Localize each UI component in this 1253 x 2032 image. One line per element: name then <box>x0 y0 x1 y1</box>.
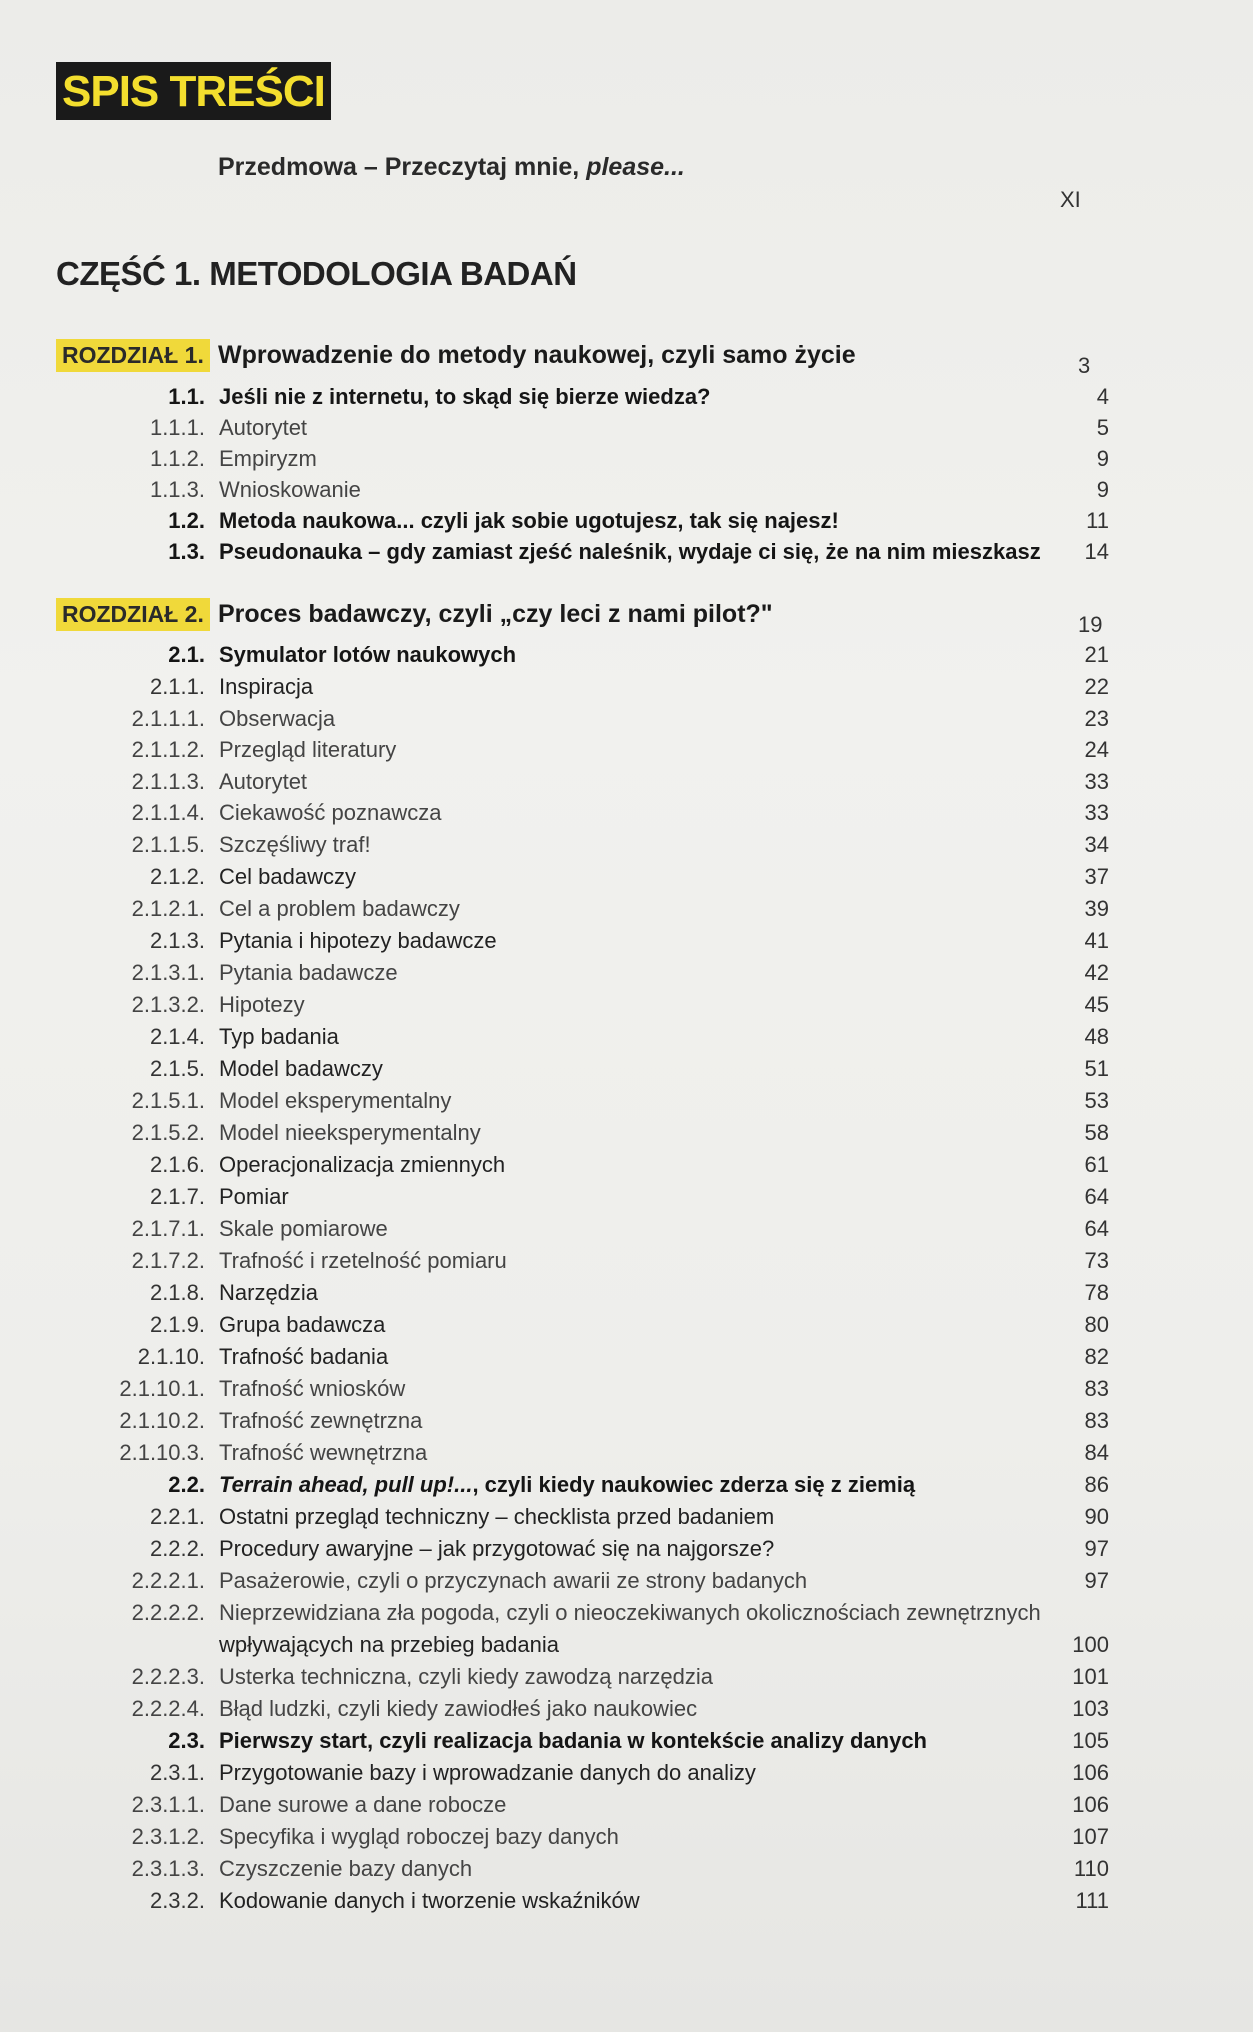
toc-entry <box>0 1088 1253 1118</box>
entry-page: 11 <box>1086 508 1109 533</box>
toc-entry <box>0 1152 1253 1182</box>
entry-page: 83 <box>1084 1408 1109 1433</box>
toc-entry <box>0 1888 1253 1918</box>
chapter-title: Wprowadzenie do metody naukowej, czyli samo życie <box>218 341 856 369</box>
entry-page: 64 <box>1084 1216 1109 1241</box>
entry-page: 110 <box>1073 1856 1109 1881</box>
entry-page: 97 <box>1084 1568 1109 1593</box>
entry-number: 1.1. <box>168 384 205 409</box>
entry-number: 1.3. <box>168 539 205 564</box>
entry-page: 9 <box>1096 446 1109 471</box>
entry-page: 37 <box>1084 864 1109 889</box>
entry-number: 2.1.1.5. <box>131 832 205 857</box>
entry-title: Hipotezy <box>219 992 305 1017</box>
entry-number: 2.1.5. <box>149 1056 205 1081</box>
entry-page: 34 <box>1084 832 1109 857</box>
entry-title: Symulator lotów naukowych <box>219 642 517 667</box>
preface-text: Przedmowa – Przeczytaj mnie, <box>218 153 587 181</box>
toc-entry <box>0 1280 1253 1310</box>
entry-page: 84 <box>1084 1440 1109 1465</box>
entry-number: 2.1.7.1. <box>131 1216 205 1241</box>
toc-entry <box>0 1856 1253 1886</box>
entry-number: 2.1.10. <box>137 1344 205 1369</box>
chapter-heading <box>56 339 1106 378</box>
entry-number: 2.2.1. <box>149 1504 205 1529</box>
entry-page: 61 <box>1084 1152 1109 1177</box>
toc-entry <box>0 1408 1253 1438</box>
entry-page: 86 <box>1084 1472 1109 1497</box>
entry-page: 106 <box>1072 1760 1109 1785</box>
chapter-title: Proces badawczy, czyli „czy leci z nami pilot?" <box>218 600 773 628</box>
entry-title: Kodowanie danych i tworzenie wskaźników <box>219 1888 640 1913</box>
entry-title: Cel badawczy <box>219 864 356 889</box>
entry-number: 2.1.3. <box>149 928 205 953</box>
entry-page: 90 <box>1084 1504 1109 1529</box>
toc-entry <box>0 384 1253 414</box>
entry-page: 73 <box>1084 1248 1109 1273</box>
entry-page: 41 <box>1084 928 1109 953</box>
entry-number: 2.1.8. <box>149 1280 205 1305</box>
entry-number: 1.1.2. <box>149 446 205 471</box>
toc-entry <box>0 1216 1253 1246</box>
entry-page: 100 <box>1072 1632 1109 1657</box>
toc-entry <box>0 1760 1253 1790</box>
toc-entry <box>0 928 1253 958</box>
entry-title: Trafność badania <box>219 1344 389 1369</box>
toc-entry-page-row <box>0 1632 1253 1662</box>
entry-title: Operacjonalizacja zmiennych <box>219 1152 506 1177</box>
toc-entry <box>0 539 1253 569</box>
toc-entry <box>0 1248 1253 1278</box>
entry-page: 101 <box>1072 1664 1109 1689</box>
entry-number: 1.1.1. <box>149 415 205 440</box>
toc-entry <box>0 1696 1253 1726</box>
entry-page: 22 <box>1084 674 1109 699</box>
entry-number: 2.1.1.3. <box>131 769 205 794</box>
entry-title: Typ badania <box>219 1024 339 1049</box>
toc-entry <box>0 832 1253 862</box>
entry-number: 2.1.3.2. <box>131 992 205 1017</box>
toc-entry <box>0 896 1253 926</box>
entry-title: Wnioskowanie <box>219 477 361 502</box>
entry-title: Trafność wewnętrzna <box>219 1440 428 1465</box>
entry-number: 1.2. <box>168 508 205 533</box>
entry-number: 2.1.4. <box>149 1024 205 1049</box>
entry-title: Obserwacja <box>219 706 336 731</box>
toc-entry <box>0 992 1253 1022</box>
chapter-label: ROZDZIAŁ 1. <box>56 339 210 372</box>
part-title: CZĘŚĆ 1. METODOLOGIA BADAŃ <box>56 255 577 292</box>
entry-title: Przygotowanie bazy i wprowadzanie danych do analizy <box>219 1760 756 1785</box>
chapter-label: ROZDZIAŁ 2. <box>56 598 210 631</box>
entry-page: 33 <box>1084 800 1109 825</box>
entry-title: Trafność i rzetelność pomiaru <box>219 1248 507 1273</box>
entry-number: 2.3.1.2. <box>131 1824 205 1849</box>
entry-number: 2.1.10.1. <box>119 1376 205 1401</box>
entry-title: Błąd ludzki, czyli kiedy zawiodłeś jako naukowiec <box>219 1696 698 1721</box>
entry-page: 42 <box>1084 960 1109 985</box>
entry-number: 2.3.1.3. <box>131 1856 205 1881</box>
entry-page: 97 <box>1084 1536 1109 1561</box>
entry-number: 2.3. <box>168 1728 205 1753</box>
toc-entry <box>0 1824 1253 1854</box>
entry-page: 105 <box>1072 1728 1109 1753</box>
toc-entry <box>0 864 1253 894</box>
toc-entry <box>0 1600 1253 1630</box>
entry-page: 107 <box>1072 1824 1109 1849</box>
preface-text-italic: please... <box>586 153 685 181</box>
entry-number: 2.1. <box>168 642 205 667</box>
entry-page: 51 <box>1084 1056 1109 1081</box>
toc-entry <box>0 1664 1253 1694</box>
toc-entry <box>0 800 1253 830</box>
entry-title: Pasażerowie, czyli o przyczynach awarii ze strony badanych <box>219 1568 808 1593</box>
entry-title: Skale pomiarowe <box>219 1216 388 1241</box>
toc-entry <box>0 446 1253 476</box>
entry-number: 2.2.2.3. <box>131 1664 205 1689</box>
entry-number: 2.1.6. <box>149 1152 205 1177</box>
entry-title-continued: wpływających na przebieg badania <box>219 1632 559 1657</box>
toc-entry <box>0 1728 1253 1758</box>
toc-entry <box>0 1504 1253 1534</box>
entry-page: 23 <box>1084 706 1109 731</box>
entry-page: 58 <box>1084 1120 1109 1145</box>
entry-page: 39 <box>1084 896 1109 921</box>
toc-entry <box>0 1440 1253 1470</box>
toc-entry <box>0 642 1253 672</box>
entry-page: 82 <box>1084 1344 1109 1369</box>
entry-number: 2.1.7.2. <box>131 1248 205 1273</box>
entry-title: Pomiar <box>219 1184 289 1209</box>
entry-title: Narzędzia <box>219 1280 319 1305</box>
entry-number: 2.1.9. <box>149 1312 205 1337</box>
entry-title: Model badawczy <box>219 1056 383 1081</box>
entry-number: 2.3.1. <box>149 1760 205 1785</box>
entry-title: Czyszczenie bazy danych <box>219 1856 473 1881</box>
entry-page: 9 <box>1096 477 1109 502</box>
toc-entry <box>0 508 1253 538</box>
entry-number: 2.2.2.4. <box>131 1696 205 1721</box>
entry-page: 103 <box>1072 1696 1109 1721</box>
entry-title-rest: , czyli kiedy naukowiec zderza się z ziemią <box>472 1472 916 1497</box>
preface-entry <box>218 153 685 182</box>
toc-entry <box>0 1376 1253 1406</box>
entry-title: Pierwszy start, czyli realizacja badania w kontekście analizy danych <box>219 1728 927 1753</box>
entry-page: 106 <box>1072 1792 1109 1817</box>
entry-title: Jeśli nie z internetu, to skąd się bierze wiedza? <box>219 384 711 409</box>
chapter-page: 3 <box>1078 353 1091 378</box>
toc-entry <box>0 706 1253 736</box>
entry-title: Pytania badawcze <box>219 960 398 985</box>
entry-title: Trafność zewnętrzna <box>219 1408 423 1433</box>
toc-entry <box>0 1184 1253 1214</box>
entry-title: Model eksperymentalny <box>219 1088 452 1113</box>
entry-number: 2.1.1.4. <box>131 800 205 825</box>
entry-title: Ostatni przegląd techniczny – checklista przed badaniem <box>219 1504 775 1529</box>
chapter-page: 19 <box>1078 612 1103 637</box>
toc-entry <box>0 737 1253 767</box>
entry-number: 2.2.2.1. <box>131 1568 205 1593</box>
entry-number: 2.2.2.2. <box>131 1600 205 1625</box>
entry-page: 53 <box>1084 1088 1109 1113</box>
entry-title: Empiryzm <box>219 446 317 471</box>
entry-page: 33 <box>1084 769 1109 794</box>
entry-page: 83 <box>1084 1376 1109 1401</box>
entry-title: Szczęśliwy traf! <box>219 832 371 857</box>
entry-page: 45 <box>1084 992 1109 1017</box>
toc-entry <box>0 1536 1253 1566</box>
entry-number: 2.1.5.1. <box>131 1088 205 1113</box>
toc-entry <box>0 960 1253 990</box>
toc-entry <box>0 1120 1253 1150</box>
toc-entry <box>0 1312 1253 1342</box>
entry-page: 111 <box>1075 1888 1109 1913</box>
toc-entry <box>0 1024 1253 1054</box>
toc-entry <box>0 1472 1253 1502</box>
entry-number: 2.1.10.2. <box>119 1408 205 1433</box>
entry-title: Model nieeksperymentalny <box>219 1120 481 1145</box>
entry-page: 5 <box>1096 415 1109 440</box>
entry-title: Usterka techniczna, czyli kiedy zawodzą narzędzia <box>219 1664 714 1689</box>
entry-number: 2.1.2. <box>149 864 205 889</box>
entry-number: 2.3.2. <box>149 1888 205 1913</box>
toc-title: SPIS TREŚCI <box>56 62 331 120</box>
entry-title: Pytania i hipotezy badawcze <box>219 928 497 953</box>
entry-number: 2.1.1.1. <box>131 706 205 731</box>
entry-number: 2.3.1.1. <box>131 1792 205 1817</box>
entry-number: 1.1.3. <box>149 477 205 502</box>
entry-page: 4 <box>1096 384 1109 409</box>
entry-number: 2.1.5.2. <box>131 1120 205 1145</box>
entry-title: Metoda naukowa... czyli jak sobie ugotujesz, tak się najesz! <box>219 508 839 533</box>
entry-title: Pseudonauka – gdy zamiast zjeść naleśnik, wydaje ci się, że na nim mieszkasz <box>219 539 1041 564</box>
entry-title: Inspiracja <box>219 674 314 699</box>
entry-title: Autorytet <box>219 769 308 794</box>
toc-entry <box>0 1568 1253 1598</box>
toc-entry <box>0 769 1253 799</box>
entry-number: 2.1.1. <box>149 674 205 699</box>
toc-entry <box>0 477 1253 507</box>
entry-number: 2.1.3.1. <box>131 960 205 985</box>
preface-page: XI <box>1060 187 1081 212</box>
entry-page: 80 <box>1084 1312 1109 1337</box>
entry-number: 2.2. <box>168 1472 205 1497</box>
entry-title: Autorytet <box>219 415 308 440</box>
entry-title: Specyfika i wygląd roboczej bazy danych <box>219 1824 619 1849</box>
entry-number: 2.1.10.3. <box>119 1440 205 1465</box>
entry-number: 2.2.2. <box>149 1536 205 1561</box>
entry-page: 78 <box>1084 1280 1109 1305</box>
entry-title: Ciekawość poznawcza <box>219 800 442 825</box>
entry-number: 2.1.1.2. <box>131 737 205 762</box>
toc-entry <box>0 1344 1253 1374</box>
entry-title: Grupa badawcza <box>219 1312 386 1337</box>
chapter-heading <box>56 598 1106 637</box>
entry-title: Dane surowe a dane robocze <box>219 1792 507 1817</box>
toc-entry <box>0 1056 1253 1086</box>
toc-entry <box>0 415 1253 445</box>
entry-title: Procedury awaryjne – jak przygotować się na najgorsze? <box>219 1536 775 1561</box>
entry-title <box>219 1472 915 1498</box>
entry-number: 2.1.7. <box>149 1184 205 1209</box>
toc-entry <box>0 1792 1253 1822</box>
entry-title: Nieprzewidziana zła pogoda, czyli o nieoczekiwanych okolicznościach zewnętrznych <box>219 1600 1041 1625</box>
entry-title-italic: Terrain ahead, pull up!... <box>219 1472 473 1497</box>
toc-entry <box>0 674 1253 704</box>
entry-page: 21 <box>1084 642 1109 667</box>
entry-title: Cel a problem badawczy <box>219 896 460 921</box>
entry-title: Przegląd literatury <box>219 737 397 762</box>
entry-number: 2.1.2.1. <box>131 896 205 921</box>
entry-page: 64 <box>1084 1184 1109 1209</box>
entry-page: 48 <box>1084 1024 1109 1049</box>
entry-title: Trafność wniosków <box>219 1376 406 1401</box>
entry-page: 24 <box>1084 737 1109 762</box>
entry-page: 14 <box>1084 539 1109 564</box>
